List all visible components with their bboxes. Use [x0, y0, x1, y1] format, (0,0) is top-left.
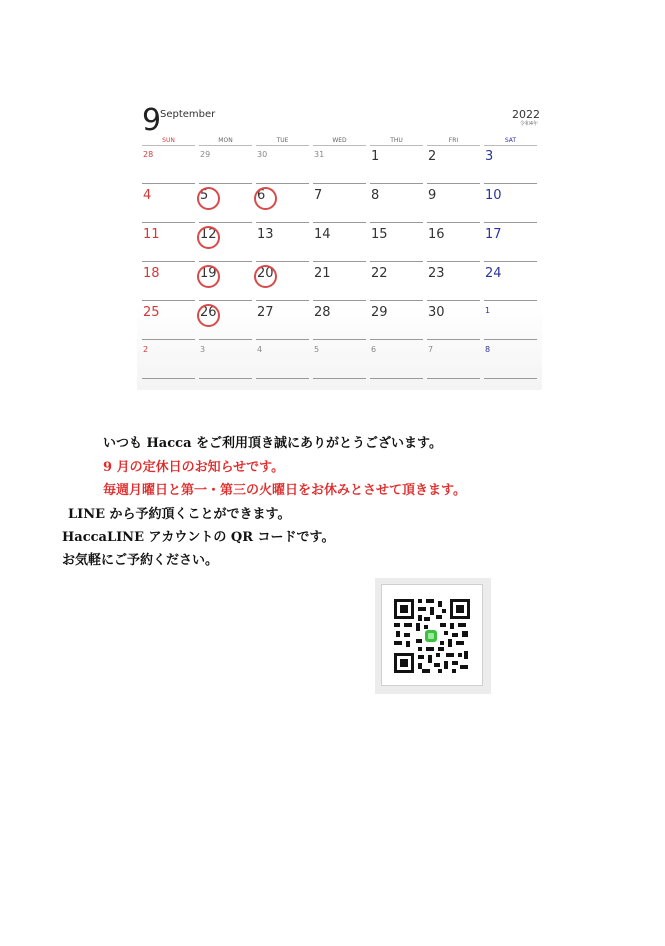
- calendar-day-cell: [484, 263, 537, 301]
- holiday-circle-icon: [254, 265, 277, 288]
- day-number: 27: [257, 305, 274, 320]
- calendar-day-cell: [484, 341, 537, 379]
- calendar-day-cell: [427, 263, 480, 301]
- day-number: 9: [428, 188, 437, 203]
- year: 2022: [512, 108, 540, 121]
- day-number: 28: [143, 150, 154, 159]
- day-number: 6: [371, 345, 377, 354]
- calendar-day-cell: [313, 341, 366, 379]
- day-number: 2: [428, 149, 437, 164]
- day-number: 16: [428, 227, 445, 242]
- calendar-day-cell: [313, 185, 366, 223]
- day-number: 29: [200, 150, 211, 159]
- day-number: 30: [257, 150, 268, 159]
- closed-day-number: 12: [200, 227, 217, 243]
- holiday-circle-icon: [197, 304, 220, 327]
- day-number: 28: [314, 305, 331, 320]
- day-number: 10: [485, 188, 502, 203]
- calendar-day-cell: [313, 146, 366, 184]
- qr-code-card: [381, 584, 483, 686]
- calendar-day-cell: [256, 341, 309, 379]
- calendar-day-cell: [199, 185, 252, 223]
- weekday-sat: SAT: [484, 137, 537, 146]
- calendar-day-cell: [370, 302, 423, 340]
- month-name: September: [160, 109, 216, 120]
- calendar-day-cell: [427, 224, 480, 262]
- day-number: 25: [143, 305, 160, 320]
- day-number: 24: [485, 266, 502, 281]
- greeting-line: いつも Hacca をご利用頂き誠にありがとうございます。: [103, 436, 442, 451]
- day-number: 1: [485, 306, 491, 315]
- calendar-day-cell: [256, 185, 309, 223]
- day-number: 5: [314, 345, 320, 354]
- calendar-day-cell: [142, 302, 195, 340]
- weekday-wed: WED: [313, 137, 366, 146]
- day-number: 2: [143, 345, 149, 354]
- calendar-day-cell: [370, 341, 423, 379]
- qr-code-icon[interactable]: [394, 599, 470, 673]
- holiday-circle-icon: [197, 265, 220, 288]
- closed-day-number: 20: [257, 266, 274, 282]
- day-number: 8: [485, 345, 491, 354]
- line-booking-line: LINE から予約頂くことができます。: [68, 507, 291, 522]
- day-number: 1: [371, 149, 380, 164]
- calendar-day-cell: [313, 224, 366, 262]
- day-number: 3: [485, 149, 494, 164]
- calendar: [137, 100, 542, 390]
- day-number: 7: [314, 188, 323, 203]
- day-number: 14: [314, 227, 331, 242]
- calendar-day-cell: [427, 185, 480, 223]
- calendar-day-cell: [370, 146, 423, 184]
- invite-line: お気軽にご予約ください。: [62, 553, 219, 568]
- calendar-day-cell: [484, 224, 537, 262]
- calendar-day-cell: [256, 224, 309, 262]
- calendar-day-cell: [313, 302, 366, 340]
- calendar-day-cell: [142, 185, 195, 223]
- calendar-day-cell: [484, 146, 537, 184]
- calendar-day-cell: [313, 263, 366, 301]
- day-number: 22: [371, 266, 388, 281]
- weekday-tue: TUE: [256, 137, 309, 146]
- calendar-day-cell: [427, 341, 480, 379]
- calendar-day-cell: [142, 146, 195, 184]
- calendar-day-cell: [370, 224, 423, 262]
- day-number: 23: [428, 266, 445, 281]
- qr-caption-line: HaccaLINE アカウントの QR コードです。: [62, 530, 335, 545]
- day-number: 4: [257, 345, 263, 354]
- calendar-day-cell: [484, 302, 537, 340]
- calendar-day-cell: [427, 302, 480, 340]
- closed-day-number: 19: [200, 266, 217, 282]
- calendar-day-cell: [427, 146, 480, 184]
- day-number: 11: [143, 227, 160, 242]
- era-year: 令和4年: [519, 121, 538, 127]
- day-number: 13: [257, 227, 274, 242]
- calendar-day-cell: [256, 302, 309, 340]
- day-number: 8: [371, 188, 380, 203]
- closed-day-number: 5: [200, 188, 208, 204]
- qr-code-frame: [375, 578, 491, 694]
- holiday-circle-icon: [197, 187, 220, 210]
- calendar-day-cell: [199, 263, 252, 301]
- calendar-day-cell: [199, 224, 252, 262]
- holiday-detail-line: 毎週月曜日と第一・第三の火曜日をお休みとさせて頂きます。: [103, 483, 466, 498]
- calendar-day-cell: [199, 146, 252, 184]
- weekday-thu: THU: [370, 137, 423, 146]
- calendar-day-cell: [484, 185, 537, 223]
- day-number: 30: [428, 305, 445, 320]
- weekday-fri: FRI: [427, 137, 480, 146]
- calendar-day-cell: [370, 185, 423, 223]
- day-number: 4: [143, 188, 152, 203]
- calendar-day-cell: [142, 263, 195, 301]
- closed-day-number: 6: [257, 188, 265, 204]
- day-number: 3: [200, 345, 206, 354]
- day-number: 29: [371, 305, 388, 320]
- day-number: 21: [314, 266, 331, 281]
- month-number: 9: [142, 103, 162, 138]
- day-number: 15: [371, 227, 388, 242]
- day-number: 17: [485, 227, 502, 242]
- day-number: 31: [314, 150, 325, 159]
- calendar-day-cell: [142, 341, 195, 379]
- calendar-day-cell: [199, 302, 252, 340]
- day-number: 18: [143, 266, 160, 281]
- weekday-sun: SUN: [142, 137, 195, 146]
- calendar-day-cell: [142, 224, 195, 262]
- calendar-day-cell: [256, 146, 309, 184]
- day-number: 7: [428, 345, 434, 354]
- calendar-day-cell: [256, 263, 309, 301]
- calendar-day-cell: [199, 341, 252, 379]
- calendar-day-cell: [370, 263, 423, 301]
- closed-day-number: 26: [200, 305, 217, 321]
- holiday-notice-line: 9 月の定休日のお知らせです。: [103, 460, 285, 475]
- weekday-mon: MON: [199, 137, 252, 146]
- holiday-circle-icon: [254, 187, 277, 210]
- holiday-circle-icon: [197, 226, 220, 249]
